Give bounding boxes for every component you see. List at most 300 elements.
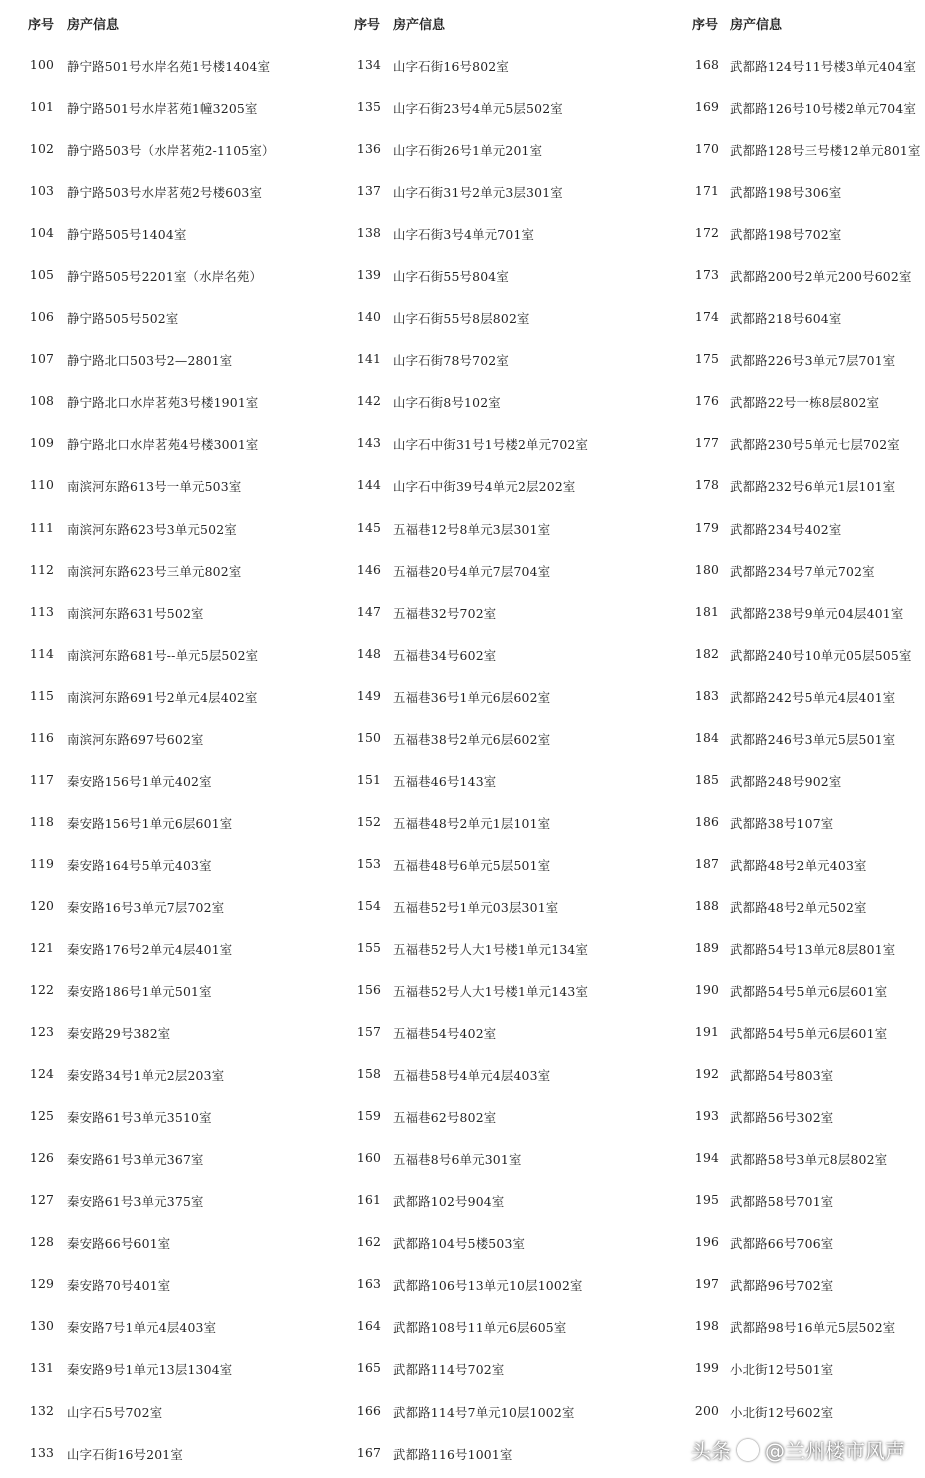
- table-row: [0, 1180, 330, 1222]
- serial-number: 126: [29, 1150, 55, 1166]
- property-info: 山字石街31号2单元3层301室: [393, 185, 563, 201]
- property-info: 南滨河东路631号502室: [67, 605, 204, 621]
- table-row: [330, 213, 665, 255]
- table-row: [330, 381, 665, 423]
- property-info: 武都路48号2单元403室: [730, 857, 867, 873]
- serial-number: 156: [356, 982, 382, 998]
- property-info: 武都路48号2单元502室: [730, 899, 867, 915]
- property-info: 山字石街55号804室: [393, 269, 509, 285]
- serial-number: 165: [356, 1360, 382, 1376]
- table-row: [330, 339, 665, 381]
- property-info: 山字石街16号802室: [393, 59, 509, 74]
- property-info: 静宁路北口水岸茗苑4号楼3001室: [67, 437, 259, 453]
- watermark-prefix: 头条: [691, 1439, 731, 1463]
- serial-number: 189: [694, 939, 720, 955]
- property-info: 静宁路505号1404室: [67, 227, 187, 243]
- table-row: [330, 1391, 665, 1433]
- table-row: [665, 1054, 925, 1096]
- serial-number: 186: [694, 813, 720, 829]
- property-info: 秦安路156号1单元6层601室: [67, 815, 233, 831]
- table-row: [0, 1348, 330, 1390]
- serial-number: 159: [356, 1108, 382, 1124]
- column-header: [330, 14, 665, 34]
- serial-number: 128: [29, 1234, 55, 1250]
- property-info: 武都路54号803室: [730, 1068, 834, 1084]
- table-row: [0, 634, 330, 676]
- table-row: [330, 592, 665, 634]
- serial-number: 139: [356, 267, 382, 283]
- serial-number: 180: [694, 561, 720, 577]
- table-row: [665, 423, 925, 465]
- property-info: 五福巷58号4单元4层403室: [393, 1068, 551, 1084]
- table-row: [665, 1264, 925, 1306]
- property-info: 静宁路北口503号2—2801室: [67, 353, 233, 369]
- table-row: [330, 171, 665, 213]
- property-info: 五福巷34号602室: [393, 647, 497, 663]
- serial-number: 138: [356, 225, 382, 241]
- serial-number: 175: [694, 351, 720, 367]
- table-row: [330, 1054, 665, 1096]
- table-row: [665, 718, 925, 760]
- property-info: 秦安路66号601室: [67, 1236, 171, 1252]
- watermark-handle: @兰州楼市风声: [765, 1439, 905, 1463]
- serial-number: 131: [29, 1360, 55, 1376]
- table-row: [665, 508, 925, 550]
- serial-number: 117: [29, 771, 55, 787]
- serial-number: 152: [356, 813, 382, 829]
- table-row: [330, 1264, 665, 1306]
- serial-number: 199: [694, 1360, 720, 1376]
- serial-number: 112: [29, 561, 55, 577]
- property-info: 秦安路9号1单元13层1304室: [67, 1362, 233, 1378]
- property-info: 山字石中街31号1号楼2单元702室: [393, 437, 589, 453]
- serial-number: 105: [29, 267, 55, 283]
- property-info: 武都路248号902室: [730, 773, 842, 789]
- table-row: [0, 339, 330, 381]
- property-info: 武都路54号5单元6层601室: [730, 1026, 888, 1042]
- table-row: [330, 1433, 665, 1475]
- property-info: 南滨河东路681号--单元5层502室: [67, 647, 259, 663]
- serial-number: 185: [694, 771, 720, 787]
- table-row: [665, 802, 925, 844]
- column-header: [665, 14, 925, 34]
- serial-number: 110: [29, 477, 55, 493]
- table-row: [0, 213, 330, 255]
- property-info: 五福巷32号702室: [393, 605, 497, 621]
- table-row: [665, 634, 925, 676]
- serial-number: 153: [356, 855, 382, 871]
- property-info: 武都路234号7单元702室: [730, 563, 875, 579]
- serial-number: 182: [694, 645, 720, 661]
- serial-number: 174: [694, 309, 720, 325]
- property-info: 山字石街26号1单元201室: [393, 143, 543, 159]
- serial-number: 187: [694, 855, 720, 871]
- table-row: [0, 676, 330, 718]
- header-serial-number: 序号: [692, 18, 719, 33]
- property-info: 武都路22号一栋8层802室: [730, 395, 880, 411]
- table-row: [665, 1222, 925, 1264]
- table-row: [0, 87, 330, 129]
- serial-number: 115: [29, 687, 55, 703]
- property-info: 武都路124号11号楼3单元404室: [730, 59, 917, 74]
- property-info: 山字石街8号102室: [393, 395, 501, 411]
- serial-number: 170: [694, 141, 720, 157]
- serial-number: 134: [356, 57, 382, 72]
- serial-number: 200: [694, 1402, 720, 1418]
- property-info: 武都路126号10号楼2单元704室: [730, 101, 917, 117]
- property-info: 南滨河东路623号三单元802室: [67, 563, 242, 579]
- table-row: [665, 1391, 925, 1433]
- table-row: [0, 171, 330, 213]
- table-row: [0, 1264, 330, 1306]
- table-row: [665, 381, 925, 423]
- serial-number: 162: [356, 1234, 382, 1250]
- property-info: 秦安路16号3单元7层702室: [67, 899, 225, 915]
- table-row: [330, 1012, 665, 1054]
- serial-number: 109: [29, 435, 55, 451]
- serial-number: 146: [356, 561, 382, 577]
- property-info: 秦安路34号1单元2层203室: [67, 1068, 225, 1084]
- property-info: 武都路232号6单元1层101室: [730, 479, 896, 495]
- serial-number: 158: [356, 1066, 382, 1082]
- property-info: 武都路198号702室: [730, 227, 842, 243]
- property-info: 武都路54号13单元8层801室: [730, 941, 896, 957]
- property-info: 秦安路61号3单元375室: [67, 1194, 204, 1210]
- property-info: 山字石街23号4单元5层502室: [393, 101, 563, 117]
- serial-number: 183: [694, 687, 720, 703]
- table-row: [330, 760, 665, 802]
- serial-number: 155: [356, 939, 382, 955]
- table-row: [665, 45, 925, 87]
- table-row: [330, 1222, 665, 1264]
- serial-number: 133: [29, 1444, 55, 1460]
- serial-number: 127: [29, 1192, 55, 1208]
- property-info: 武都路128号三号楼12单元801室: [730, 143, 921, 159]
- serial-number: 197: [694, 1276, 720, 1292]
- property-info: 秦安路29号382室: [67, 1026, 171, 1042]
- table-row: [665, 255, 925, 297]
- table-row: [330, 1180, 665, 1222]
- table-row: [665, 171, 925, 213]
- serial-number: 130: [29, 1318, 55, 1334]
- serial-number: 191: [694, 1024, 720, 1040]
- table-row: [665, 1348, 925, 1390]
- header-property-info: 房产信息: [730, 18, 783, 33]
- property-info: 山字石街78号702室: [393, 353, 509, 369]
- serial-number: 169: [694, 99, 720, 115]
- table-row: [0, 802, 330, 844]
- table-row: [665, 465, 925, 507]
- table-row: [330, 255, 665, 297]
- serial-number: 104: [29, 225, 55, 241]
- property-info: 武都路66号706室: [730, 1236, 834, 1252]
- serial-number: 190: [694, 982, 720, 998]
- serial-number: 145: [356, 519, 382, 535]
- property-info: 秦安路186号1单元501室: [67, 984, 212, 1000]
- table-row: [665, 87, 925, 129]
- serial-number: 120: [29, 897, 55, 913]
- toutiao-logo-icon: [737, 1439, 759, 1461]
- serial-number: 173: [694, 267, 720, 283]
- serial-number: 121: [29, 939, 55, 955]
- property-info: 小北街12号501室: [730, 1362, 834, 1378]
- property-info: 武都路114号702室: [393, 1362, 505, 1378]
- serial-number: 143: [356, 435, 382, 451]
- property-info: 五福巷52号人大1号楼1单元134室: [393, 941, 589, 957]
- table-row: [665, 129, 925, 171]
- serial-number: 141: [356, 351, 382, 367]
- serial-number: 195: [694, 1192, 720, 1208]
- table-row: [330, 676, 665, 718]
- table-row: [0, 1306, 330, 1348]
- table-row: [665, 213, 925, 255]
- serial-number: 102: [29, 141, 55, 157]
- serial-number: 107: [29, 351, 55, 367]
- property-info: 小北街12号602室: [730, 1404, 834, 1420]
- table-row: [665, 886, 925, 928]
- property-info: 五福巷36号1单元6层602室: [393, 689, 551, 705]
- serial-number: 194: [694, 1150, 720, 1166]
- rows: [0, 45, 330, 1475]
- serial-number: 100: [29, 57, 55, 72]
- property-info: 秦安路156号1单元402室: [67, 773, 212, 789]
- property-info: 武都路230号5单元七层702室: [730, 437, 900, 453]
- serial-number: 125: [29, 1108, 55, 1124]
- serial-number: 101: [29, 99, 55, 115]
- column-header: [0, 14, 330, 34]
- property-info: 秦安路7号1单元4层403室: [67, 1320, 217, 1336]
- table-row: [330, 844, 665, 886]
- serial-number: 142: [356, 393, 382, 409]
- table-row: [665, 1012, 925, 1054]
- table-row: [0, 129, 330, 171]
- serial-number: 163: [356, 1276, 382, 1292]
- serial-number: 154: [356, 897, 382, 913]
- property-info: 武都路102号904室: [393, 1194, 505, 1210]
- property-info: 静宁路505号502室: [67, 311, 179, 327]
- property-info: 山字石街16号201室: [67, 1446, 183, 1462]
- serial-number: 196: [694, 1234, 720, 1250]
- property-info: 武都路238号9单元04层401室: [730, 605, 904, 621]
- property-info: 武都路58号3单元8层802室: [730, 1152, 888, 1168]
- serial-number: 177: [694, 435, 720, 451]
- table-row: [665, 339, 925, 381]
- header-property-info: 房产信息: [393, 18, 446, 33]
- table-row: [330, 465, 665, 507]
- serial-number: 179: [694, 519, 720, 535]
- serial-number: 122: [29, 982, 55, 998]
- table-row: [0, 1012, 330, 1054]
- table-row: [330, 886, 665, 928]
- table-row: [0, 423, 330, 465]
- table-row: [665, 844, 925, 886]
- property-info: 武都路198号306室: [730, 185, 842, 201]
- property-info: 五福巷54号402室: [393, 1026, 497, 1042]
- table-row: [665, 1138, 925, 1180]
- serial-number: 137: [356, 183, 382, 199]
- serial-number: 116: [29, 729, 55, 745]
- table-row: [0, 1391, 330, 1433]
- property-info: 山字石街3号4单元701室: [393, 227, 535, 243]
- serial-number: 135: [356, 99, 382, 115]
- table-row: [0, 1222, 330, 1264]
- table-row: [0, 592, 330, 634]
- table-row: [665, 297, 925, 339]
- serial-number: 114: [29, 645, 55, 661]
- table-row: [330, 634, 665, 676]
- table-row: [665, 760, 925, 802]
- serial-number: 113: [29, 603, 55, 619]
- property-info: 秦安路176号2单元4层401室: [67, 941, 233, 957]
- serial-number: 151: [356, 771, 382, 787]
- property-info: 武都路114号7单元10层1002室: [393, 1404, 575, 1420]
- serial-number: 167: [356, 1444, 382, 1460]
- property-info: 武都路246号3单元5层501室: [730, 731, 896, 747]
- table-row: [0, 718, 330, 760]
- header-serial-number: 序号: [28, 18, 55, 33]
- property-info: 南滨河东路623号3单元502室: [67, 521, 237, 537]
- property-info: 南滨河东路697号602室: [67, 731, 204, 747]
- table-row: [665, 550, 925, 592]
- property-info: 武都路218号604室: [730, 311, 842, 327]
- serial-number: 124: [29, 1066, 55, 1082]
- property-info: 武都路58号701室: [730, 1194, 834, 1210]
- table-row: [330, 970, 665, 1012]
- property-info: 静宁路503号水岸茗苑2号楼603室: [67, 185, 263, 201]
- property-info: 静宁路501号水岸茗苑1幢3205室: [67, 101, 258, 117]
- table-row: [665, 592, 925, 634]
- property-info: 五福巷8号6单元301室: [393, 1152, 522, 1168]
- rows: [330, 45, 665, 1475]
- table-row: [0, 1054, 330, 1096]
- table-row: [330, 550, 665, 592]
- property-info: 武都路56号302室: [730, 1110, 834, 1126]
- serial-number: 136: [356, 141, 382, 157]
- property-info: 武都路106号13单元10层1002室: [393, 1278, 583, 1294]
- property-info: 五福巷38号2单元6层602室: [393, 731, 551, 747]
- table-row: [330, 87, 665, 129]
- serial-number: 148: [356, 645, 382, 661]
- serial-number: 168: [694, 57, 720, 72]
- property-info: 武都路108号11单元6层605室: [393, 1320, 567, 1336]
- property-info: 武都路200号2单元200号602室: [730, 269, 912, 285]
- header-property-info: 房产信息: [67, 18, 120, 33]
- table-row: [0, 381, 330, 423]
- table-row: [330, 928, 665, 970]
- property-info: 五福巷62号802室: [393, 1110, 497, 1126]
- property-info: 五福巷48号2单元1层101室: [393, 815, 551, 831]
- property-info: 秦安路61号3单元367室: [67, 1152, 204, 1168]
- table-row: [330, 1138, 665, 1180]
- serial-number: 157: [356, 1024, 382, 1040]
- property-info: 静宁路505号2201室（水岸名苑）: [67, 269, 263, 285]
- property-info: 静宁路北口水岸茗苑3号楼1901室: [67, 395, 259, 411]
- property-info: 山字石5号702室: [67, 1404, 163, 1420]
- table-row: [665, 970, 925, 1012]
- property-info: 武都路98号16单元5层502室: [730, 1320, 896, 1336]
- table-row: [330, 45, 665, 87]
- serial-number: 108: [29, 393, 55, 409]
- table-row: [665, 1096, 925, 1138]
- serial-number: 161: [356, 1192, 382, 1208]
- property-info: 静宁路503号（水岸茗苑2-1105室）: [67, 143, 275, 159]
- property-info: 山字石街55号8层802室: [393, 311, 530, 327]
- table-row: [0, 1433, 330, 1475]
- property-info: 五福巷48号6单元5层501室: [393, 857, 551, 873]
- property-info: 武都路226号3单元7层701室: [730, 353, 896, 369]
- serial-number: 119: [29, 855, 55, 871]
- table-row: [0, 844, 330, 886]
- serial-number: 123: [29, 1024, 55, 1040]
- property-info: 五福巷46号143室: [393, 773, 497, 789]
- serial-number: 192: [694, 1066, 720, 1082]
- table-row: [0, 465, 330, 507]
- table-row: [0, 970, 330, 1012]
- table-row: [330, 1348, 665, 1390]
- table-row: [0, 1138, 330, 1180]
- serial-number: 150: [356, 729, 382, 745]
- property-info: 五福巷52号1单元03层301室: [393, 899, 559, 915]
- serial-number: 188: [694, 897, 720, 913]
- property-info: 五福巷12号8单元3层301室: [393, 521, 551, 537]
- property-info: 武都路104号5楼503室: [393, 1236, 526, 1252]
- serial-number: 106: [29, 309, 55, 325]
- table-row: [330, 802, 665, 844]
- serial-number: 147: [356, 603, 382, 619]
- table-row: [665, 1180, 925, 1222]
- table-row: [0, 297, 330, 339]
- serial-number: 103: [29, 183, 55, 199]
- table-row: [0, 928, 330, 970]
- table-row: [330, 508, 665, 550]
- property-info: 静宁路501号水岸名苑1号楼1404室: [67, 59, 271, 74]
- property-info: 武都路116号1001室: [393, 1446, 513, 1462]
- property-info: 武都路234号402室: [730, 521, 842, 537]
- table-row: [330, 718, 665, 760]
- table-row: [330, 297, 665, 339]
- serial-number: 166: [356, 1402, 382, 1418]
- property-info: 武都路96号702室: [730, 1278, 834, 1294]
- property-info: 武都路242号5单元4层401室: [730, 689, 896, 705]
- property-info: 南滨河东路613号一单元503室: [67, 479, 242, 495]
- serial-number: 193: [694, 1108, 720, 1124]
- table-row: [330, 1096, 665, 1138]
- serial-number: 171: [694, 183, 720, 199]
- table-row: [0, 886, 330, 928]
- table-row: [0, 45, 330, 87]
- serial-number: 184: [694, 729, 720, 745]
- property-info: 秦安路70号401室: [67, 1278, 171, 1294]
- serial-number: 164: [356, 1318, 382, 1334]
- table-row: [330, 423, 665, 465]
- serial-number: 118: [29, 813, 55, 829]
- source-watermark: [691, 1435, 905, 1464]
- table-row: [0, 550, 330, 592]
- property-info: 秦安路61号3单元3510室: [67, 1110, 212, 1126]
- serial-number: 140: [356, 309, 382, 325]
- serial-number: 178: [694, 477, 720, 493]
- serial-number: 129: [29, 1276, 55, 1292]
- property-info: 武都路38号107室: [730, 815, 834, 831]
- table-row: [665, 676, 925, 718]
- property-info: 五福巷20号4单元7层704室: [393, 563, 551, 579]
- property-info: 武都路240号10单元05层505室: [730, 647, 912, 663]
- serial-number: 132: [29, 1402, 55, 1418]
- property-info: 南滨河东路691号2单元4层402室: [67, 689, 258, 705]
- serial-number: 149: [356, 687, 382, 703]
- table-row: [330, 129, 665, 171]
- table-row: [0, 508, 330, 550]
